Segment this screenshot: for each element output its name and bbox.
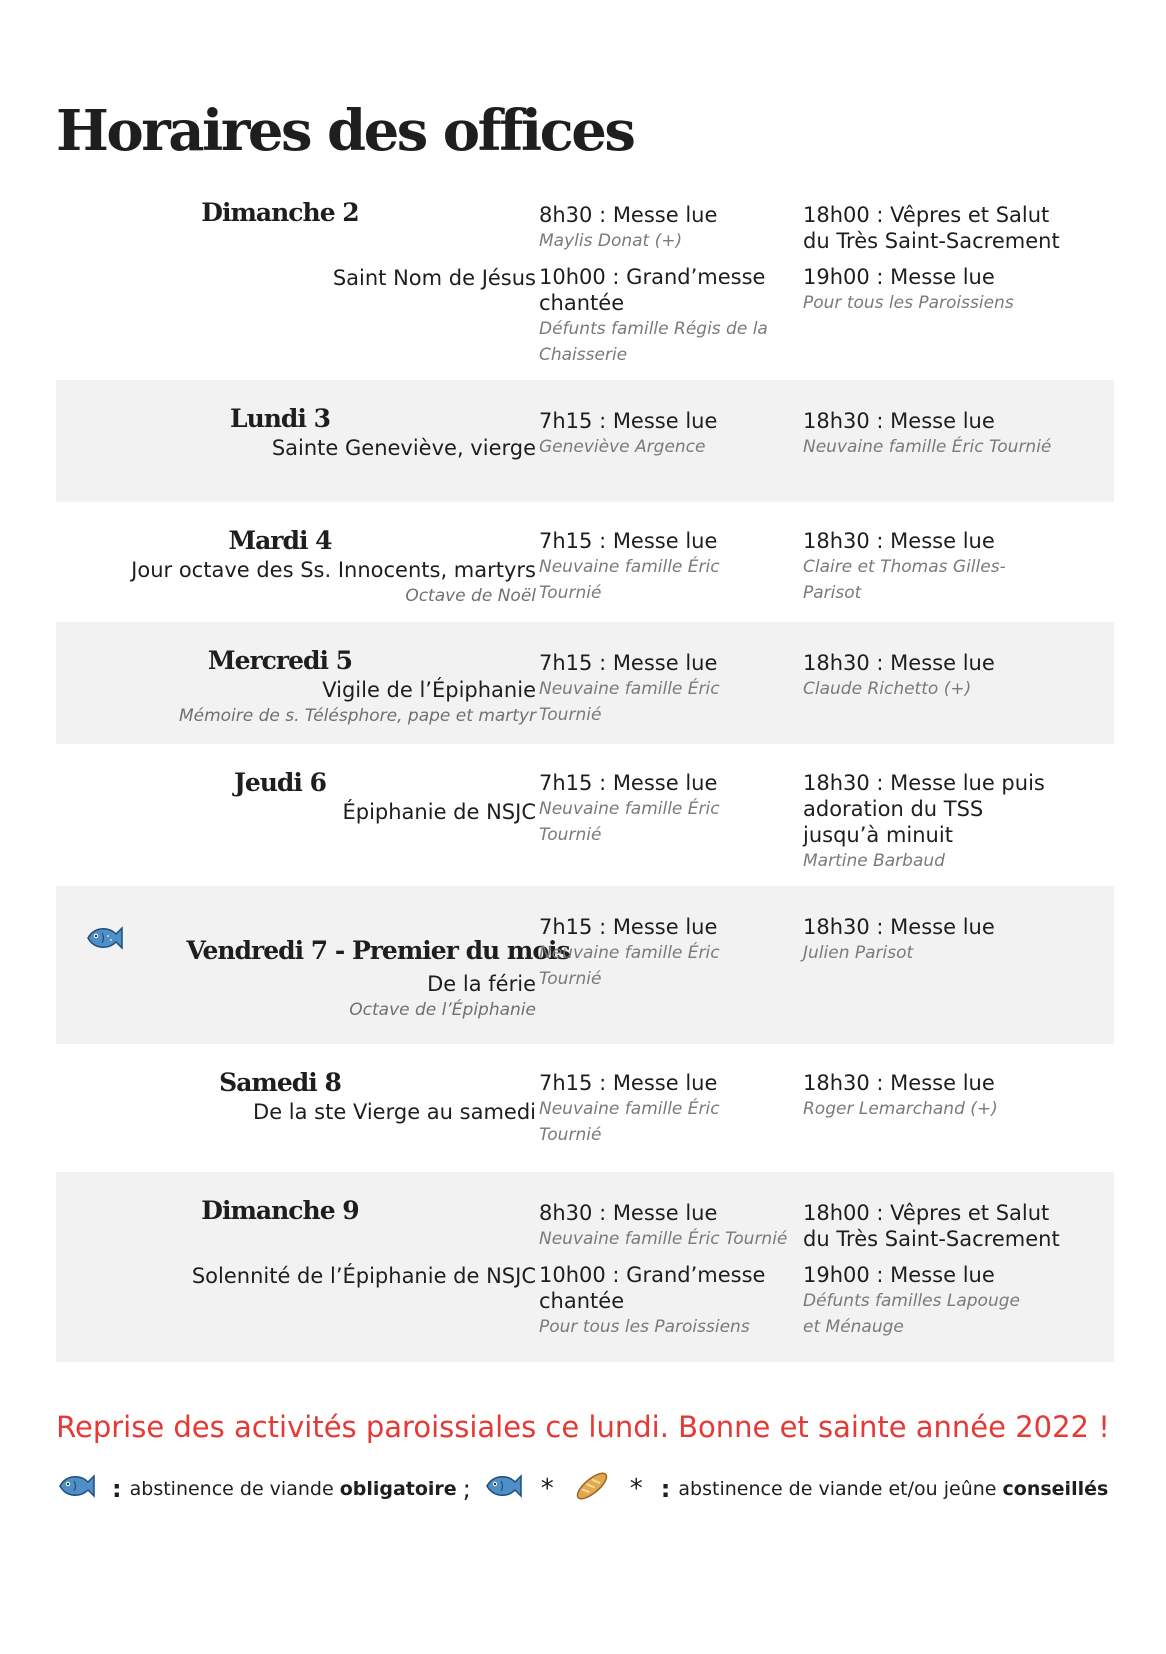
service-time: 18h30 : Messe lue <box>803 1071 995 1095</box>
service-entry <box>803 1200 1063 1252</box>
fish-icon <box>483 1472 523 1505</box>
service-time: 10h00 : Grand’messe chantée <box>539 1263 766 1313</box>
feast-name: De la ste Vierge au samedi <box>253 1100 536 1124</box>
day-title: Vendredi 7 - Premier du mois <box>186 936 570 965</box>
day-row <box>56 1044 1114 1172</box>
service-time: 7h15 : Messe lue <box>539 409 718 433</box>
page-title: Horaires des offices <box>56 98 634 164</box>
legend-star: * <box>540 1473 554 1504</box>
service-time: 19h00 : Messe lue <box>803 265 995 289</box>
legend-text-advised <box>678 1478 1108 1500</box>
mass-intention: Neuvaine famille Éric Tournié <box>539 1099 720 1145</box>
schedule-table <box>56 188 1114 1362</box>
mass-intention: Défunts familles Lapouge et Ménauge <box>803 1291 1020 1337</box>
day-row <box>56 1172 1114 1362</box>
mass-intention: Neuvaine famille Éric Tournié <box>539 943 720 989</box>
mass-intention: Neuvaine famille Éric Tournié <box>803 437 1052 457</box>
mass-intention: Claude Richetto (+) <box>803 679 972 699</box>
service-time: 8h30 : Messe lue <box>539 1201 718 1225</box>
mass-intention: Roger Lemarchand (+) <box>803 1099 998 1119</box>
service-entry <box>539 528 729 606</box>
feast-name: Sainte Geneviève, vierge <box>271 436 536 460</box>
feast-name: Vigile de l’Épiphanie <box>322 678 536 702</box>
service-time: 7h15 : Messe lue <box>539 529 718 553</box>
service-entry <box>539 1262 795 1340</box>
legend-emphasis: obligatoire <box>339 1477 457 1500</box>
service-time: 18h30 : Messe lue <box>803 915 995 939</box>
service-entry <box>539 770 729 848</box>
day-title: Dimanche 2 <box>201 198 359 227</box>
day-title: Dimanche 9 <box>201 1196 359 1225</box>
day-row <box>56 502 1114 622</box>
day-row <box>56 380 1114 502</box>
mass-intention: Neuvaine famille Éric Tournié <box>539 679 720 725</box>
day-title: Mardi 4 <box>228 526 332 555</box>
feast-name: De la férie <box>427 972 536 996</box>
legend-emphasis: conseillés <box>1002 1477 1109 1500</box>
mass-intention: Maylis Donat (+) <box>539 231 683 251</box>
service-entry <box>539 650 729 728</box>
service-entry <box>803 1070 1063 1122</box>
mass-intention: Julien Parisot <box>803 943 914 963</box>
day-row <box>56 622 1114 744</box>
bread-icon <box>572 1468 612 1509</box>
service-time: 18h30 : Messe lue puis adoration du TSS jusqu’à minuit <box>803 771 1045 847</box>
service-entry <box>539 914 729 992</box>
feast-note: Mémoire de s. Télésphore, pape et martyr <box>178 706 536 726</box>
day-title: Samedi 8 <box>219 1068 341 1097</box>
feast-name: Saint Nom de Jésus <box>332 266 536 290</box>
service-time: 18h00 : Vêpres et Salut du Très Saint-Sacrement <box>803 1201 1060 1251</box>
day-title: Mercredi 5 <box>207 646 353 675</box>
mass-intention: Claire et Thomas Gilles-Parisot <box>803 557 1006 603</box>
service-entry <box>539 408 793 460</box>
service-time: 18h30 : Messe lue <box>803 409 995 433</box>
feast-note: Octave de Noël <box>405 586 536 606</box>
service-time: 7h15 : Messe lue <box>539 915 718 939</box>
legend <box>56 1468 1108 1509</box>
legend-text-obligatory <box>130 1478 457 1500</box>
service-time: 7h15 : Messe lue <box>539 771 718 795</box>
mass-intention: Pour tous les Paroissiens <box>539 1317 750 1337</box>
mass-intention: Pour tous les Paroissiens <box>803 293 1014 313</box>
mass-intention: Geneviève Argence <box>539 437 706 457</box>
service-entry <box>803 528 1013 606</box>
service-entry <box>803 770 1063 874</box>
service-time: 18h30 : Messe lue <box>803 651 995 675</box>
service-entry <box>803 1262 1033 1340</box>
service-entry <box>539 202 793 254</box>
service-entry <box>803 202 1063 254</box>
legend-colon: : <box>112 1474 122 1503</box>
feast-name: Solennité de l’Épiphanie de NSJC <box>191 1264 536 1288</box>
day-title: Lundi 3 <box>229 404 331 433</box>
service-time: 7h15 : Messe lue <box>539 651 718 675</box>
legend-colon: : <box>660 1474 671 1503</box>
service-entry <box>539 1070 729 1148</box>
legend-text: abstinence de viande <box>129 1477 340 1500</box>
mass-intention: Défunts famille Régis de la Chaisserie <box>539 319 768 365</box>
legend-semicolon: ; <box>462 1474 471 1503</box>
service-time: 8h30 : Messe lue <box>539 203 718 227</box>
fish-icon <box>84 924 124 956</box>
day-title: Jeudi 6 <box>234 768 326 797</box>
service-entry <box>539 264 793 368</box>
mass-intention: Martine Barbaud <box>803 851 945 871</box>
service-entry <box>803 408 1063 460</box>
feast-name: Épiphanie de NSJC <box>342 800 536 824</box>
mass-intention: Neuvaine famille Éric Tournié <box>539 557 720 603</box>
service-entry <box>803 264 1063 316</box>
day-row <box>56 744 1114 886</box>
fish-icon <box>56 1472 96 1505</box>
mass-intention: Neuvaine famille Éric Tournié <box>539 1229 788 1249</box>
feast-note: Octave de l’Épiphanie <box>349 1000 536 1020</box>
service-entry <box>803 650 1063 702</box>
day-row <box>56 886 1114 1044</box>
service-entry <box>539 1200 795 1252</box>
service-time: 10h00 : Grand’messe chantée <box>539 265 766 315</box>
service-time: 7h15 : Messe lue <box>539 1071 718 1095</box>
service-entry <box>803 914 1063 966</box>
mass-intention: Neuvaine famille Éric Tournié <box>539 799 720 845</box>
service-time: 18h30 : Messe lue <box>803 529 995 553</box>
announcement-banner: Reprise des activités paroissiales ce lundi. Bonne et sainte année 2022 ! <box>56 1410 1110 1444</box>
day-row <box>56 188 1114 380</box>
legend-text: abstinence de viande et/ou jeûne <box>678 1477 1003 1500</box>
feast-name: Jour octave des Ss. Innocents, martyrs <box>131 558 536 582</box>
service-time: 18h00 : Vêpres et Salut du Très Saint-Sacrement <box>803 203 1060 253</box>
service-time: 19h00 : Messe lue <box>803 1263 995 1287</box>
legend-star: * <box>629 1473 643 1504</box>
